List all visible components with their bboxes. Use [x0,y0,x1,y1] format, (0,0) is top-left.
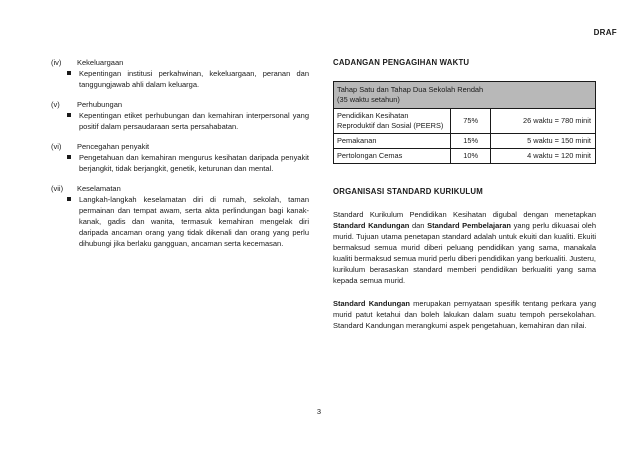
subject-cell: Pemakanan [334,134,451,149]
section-number: (vi) [51,142,62,151]
section-kekeluargaan [51,57,309,90]
table-row [334,134,596,149]
time-cell: 26 waktu = 780 minit [491,109,596,134]
table-header-title: Tahap Satu dan Tahap Dua Sekolah Rendah [337,85,484,94]
table-header-row [334,82,596,109]
bullet-text: Pengetahuan dan kemahiran mengurus kesihatan daripada penyakit berjangkit, tidak berjangkit, genetik, keturunan dan mental. [79,153,309,173]
draft-label: DRAF [593,28,617,37]
table-header-subtitle: (35 waktu setahun) [337,95,400,104]
paragraph-content-standard: Standard Kandungan merupakan pernyataan spesifik tentang perkara yang murid patut ketahui dan boleh lakukan dalam suatu tempoh persekolahan. Standard Kandungan merangkumi aspek pengetahuan, kemahiran dan nilai. [333,299,596,330]
bullet-text: Kepentingan etiket perhubungan dan kemahiran interpersonal yang positif dalam persaudaraan serta persahabatan. [79,111,309,131]
section-perhubungan [51,99,309,132]
time-cell: 4 waktu = 120 minit [491,149,596,164]
bullet-text: Kepentingan institusi perkahwinan, kekeluargaan, peranan dan tanggungjawab ahli dalam keluarga. [79,69,309,89]
bold-term: Standard Kandungan [333,221,410,230]
square-bullet-icon [67,113,71,117]
table-row [334,149,596,164]
section-number: (v) [51,100,60,109]
percent-cell: 15% [451,134,491,149]
paragraph-standard-curriculum: Standard Kurikulum Pendidikan Kesihatan digubal dengan menetapkan Standard Kandungan dan Standard Pembelajaran yang perlu dikuasai oleh murid. Tujuan utama penetapan standard adalah untuk ekuiti dan kualiti. Ekuiti bermaksud semua murid diberi peluang pendidikan yang sama, manakala kualiti bermaksud semua murid perlu diberi pendidikan yang berkualiti. Justeru, kurikulum berasaskan standard memberi pendidikan berkualiti yang sama kepada semua murid. [333,210,596,285]
subject-cell: Pertolongan Cemas [334,149,451,164]
section-title: Keselamatan [77,184,121,193]
square-bullet-icon [67,197,71,201]
right-column [333,57,596,331]
section-number: (iv) [51,58,62,67]
left-column [51,57,309,258]
bold-term: Standard Pembelajaran [427,221,511,230]
square-bullet-icon [67,71,71,75]
bullet-text: Langkah-langkah keselamatan diri di rumah, sekolah, taman permainan dan tempat awam, serta akta perlindungan bagi kanak-kanak, gadis dan wanita, termasuk kemahiran mengelak diri daripada ancaman orang yang tidak dikenali dan orang yang perlu dihubungi jika berlaku gangguan, ancaman serta kecemasan. [79,195,309,248]
heading-curriculum-organisation: ORGANISASI STANDARD KURIKULUM [333,187,483,196]
percent-cell: 75% [451,109,491,134]
square-bullet-icon [67,155,71,159]
bold-term: Standard Kandungan [333,299,410,308]
section-title: Perhubungan [77,100,123,109]
page-number: 3 [316,407,322,416]
time-allocation-table [333,81,596,164]
percent-cell: 10% [451,149,491,164]
section-title: Pencegahan penyakit [77,142,150,151]
section-number: (vii) [51,184,64,193]
heading-time-allocation: CADANGAN PENGAGIHAN WAKTU [333,58,470,67]
section-title: Kekeluargaan [77,58,124,67]
table-row [334,109,596,134]
time-cell: 5 waktu = 150 minit [491,134,596,149]
section-pencegahan-penyakit [51,141,309,174]
subject-cell: Pendidikan Kesihatan Reproduktif dan Sosial (PEERS) [334,109,451,134]
section-keselamatan [51,183,309,249]
